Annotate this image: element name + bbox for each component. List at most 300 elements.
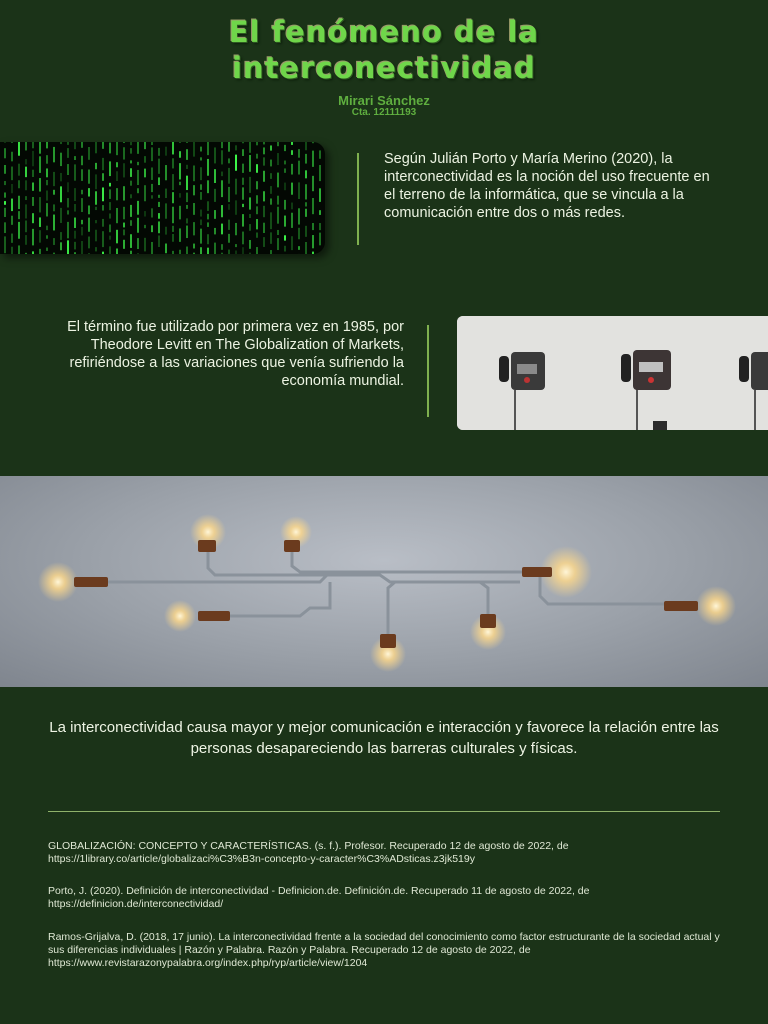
matrix-glyph-streak	[235, 250, 237, 254]
matrix-glyph-streak	[284, 145, 286, 151]
matrix-code-graphic	[0, 142, 325, 254]
matrix-glyph-streak	[270, 186, 272, 194]
matrix-glyph-streak	[319, 223, 321, 230]
matrix-glyph-streak	[25, 253, 27, 254]
matrix-glyph-streak	[312, 223, 314, 230]
matrix-glyph-streak	[235, 179, 237, 195]
matrix-glyph-streak	[214, 147, 216, 163]
matrix-glyph-streak	[74, 156, 76, 160]
matrix-glyph-streak	[186, 193, 188, 203]
matrix-glyph-streak	[319, 233, 321, 246]
matrix-glyph-streak	[81, 156, 83, 166]
matrix-glyph-streak	[25, 159, 27, 164]
matrix-glyph-streak	[221, 180, 223, 197]
matrix-glyph-streak	[228, 142, 230, 152]
matrix-glyph-streak	[179, 151, 181, 158]
matrix-glyph-streak	[165, 203, 167, 218]
matrix-glyph-streak	[235, 244, 237, 247]
matrix-glyph-streak	[263, 142, 265, 144]
matrix-glyph-streak	[305, 170, 307, 178]
matrix-glyph-streak	[312, 176, 314, 191]
matrix-glyph-streak	[46, 155, 48, 164]
matrix-glyph-streak	[81, 241, 83, 254]
divider-line-1	[357, 153, 359, 245]
matrix-glyph-streak	[18, 211, 20, 219]
matrix-glyph-streak	[305, 142, 307, 150]
matrix-glyph-streak	[81, 220, 83, 224]
matrix-glyph-streak	[242, 178, 244, 185]
matrix-glyph-streak	[109, 213, 111, 218]
divider-line-2	[427, 325, 429, 417]
matrix-glyph-streak	[270, 173, 272, 179]
matrix-glyph-streak	[284, 246, 286, 252]
matrix-glyph-streak	[270, 198, 272, 204]
matrix-glyph-streak	[305, 209, 307, 217]
matrix-glyph-streak	[144, 211, 146, 216]
matrix-glyph-streak	[39, 178, 41, 192]
matrix-glyph-streak	[186, 218, 188, 223]
matrix-glyph-streak	[67, 222, 69, 238]
matrix-glyph-streak	[60, 173, 62, 181]
matrix-glyph-streak	[130, 251, 132, 254]
matrix-glyph-streak	[67, 148, 69, 158]
matrix-glyph-streak	[193, 165, 195, 181]
matrix-glyph-streak	[88, 218, 90, 232]
matrix-glyph-streak	[228, 204, 230, 210]
matrix-glyph-streak	[46, 226, 48, 230]
matrix-glyph-streak	[11, 247, 13, 254]
matrix-glyph-streak	[235, 223, 237, 235]
matrix-glyph-streak	[46, 168, 48, 177]
matrix-glyph-streak	[95, 163, 97, 169]
matrix-glyph-streak	[228, 234, 230, 243]
matrix-glyph-streak	[221, 244, 223, 250]
matrix-glyph-streak	[102, 187, 104, 201]
matrix-glyph-streak	[172, 234, 174, 242]
matrix-glyph-streak	[130, 205, 132, 217]
matrix-glyph-streak	[102, 219, 104, 227]
matrix-glyph-streak	[18, 196, 20, 209]
matrix-glyph-streak	[109, 224, 111, 232]
matrix-glyph-streak	[256, 219, 258, 229]
matrix-glyph-streak	[60, 232, 62, 240]
matrix-glyph-streak	[319, 165, 321, 181]
matrix-glyph-streak	[88, 253, 90, 254]
matrix-glyph-streak	[200, 192, 202, 200]
matrix-glyph-streak	[207, 248, 209, 254]
matrix-glyph-streak	[151, 184, 153, 192]
matrix-glyph-streak	[200, 167, 202, 180]
matrix-glyph-streak	[88, 188, 90, 196]
matrix-glyph-streak	[270, 232, 272, 243]
matrix-glyph-streak	[158, 202, 160, 207]
matrix-glyph-streak	[109, 161, 111, 176]
matrix-glyph-streak	[277, 196, 279, 205]
matrix-glyph-streak	[109, 183, 111, 187]
matrix-glyph-streak	[18, 222, 20, 239]
matrix-glyph-streak	[263, 223, 265, 233]
matrix-glyph-streak	[60, 186, 62, 202]
matrix-glyph-streak	[235, 200, 237, 214]
connected-ceiling-lamps-photo	[0, 476, 768, 687]
origin-paragraph: El término fue utilizado por primera vez en 1985, por Theodore Levitt en The Globalization of Markets, refiriéndose a las variaciones que venía sufriendo la economía mundial.	[67, 319, 404, 389]
matrix-glyph-streak	[130, 168, 132, 177]
matrix-glyph-streak	[151, 167, 153, 179]
matrix-glyph-streak	[228, 220, 230, 230]
matrix-glyph-streak	[263, 191, 265, 201]
matrix-glyph-streak	[4, 142, 6, 143]
matrix-glyph-streak	[123, 142, 125, 143]
matrix-glyph-streak	[25, 167, 27, 178]
matrix-glyph-streak	[151, 142, 153, 145]
reference-item: Porto, J. (2020). Definición de interconectividad - Definicion.de. Definición.de. Recuperado 11 de agosto de 2022, de https://definicion.de/interconectividad/	[48, 885, 590, 910]
title-line-2: interconectividad	[232, 51, 536, 85]
matrix-glyph-streak	[25, 142, 27, 150]
matrix-glyph-streak	[165, 165, 167, 180]
matrix-glyph-streak	[32, 170, 34, 177]
matrix-glyph-streak	[298, 149, 300, 158]
summary-paragraph: La interconectividad causa mayor y mejor comunicación e interacción y favorece la relación entre las personas desapareciendo las barreras culturales y físicas.	[49, 719, 719, 757]
matrix-glyph-streak	[25, 220, 27, 232]
matrix-glyph-streak	[60, 242, 62, 250]
matrix-glyph-streak	[102, 158, 104, 170]
matrix-glyph-streak	[277, 153, 279, 165]
matrix-glyph-streak	[214, 169, 216, 183]
matrix-glyph-streak	[95, 174, 97, 189]
matrix-glyph-streak	[116, 230, 118, 244]
matrix-glyph-streak	[270, 250, 272, 254]
matrix-glyph-streak	[200, 157, 202, 160]
matrix-glyph-streak	[214, 228, 216, 234]
matrix-glyph-streak	[214, 243, 216, 254]
matrix-glyph-streak	[123, 240, 125, 249]
matrix-glyph-streak	[172, 207, 174, 223]
matrix-glyph-streak	[186, 205, 188, 209]
matrix-glyph-streak	[291, 150, 293, 155]
matrix-glyph-streak	[25, 196, 27, 200]
matrix-glyph-streak	[165, 189, 167, 198]
matrix-glyph-streak	[249, 240, 251, 249]
matrix-glyph-streak	[172, 142, 174, 154]
matrix-glyph-streak	[60, 142, 62, 144]
matrix-glyph-streak	[137, 218, 139, 233]
lamps-graphic	[0, 476, 768, 687]
matrix-glyph-streak	[221, 205, 223, 217]
matrix-glyph-streak	[277, 238, 279, 250]
matrix-glyph-streak	[165, 147, 167, 156]
matrix-glyph-streak	[74, 204, 76, 212]
matrix-glyph-streak	[32, 197, 34, 206]
matrix-glyph-streak	[207, 222, 209, 227]
matrix-glyph-streak	[11, 234, 13, 243]
matrix-glyph-streak	[151, 225, 153, 232]
matrix-glyph-streak	[270, 212, 272, 229]
matrix-glyph-streak	[186, 165, 188, 169]
matrix-glyph-streak	[235, 155, 237, 171]
matrix-glyph-streak	[242, 232, 244, 245]
matrix-glyph-streak	[116, 171, 118, 181]
matrix-glyph-streak	[123, 207, 125, 219]
matrix-glyph-streak	[144, 169, 146, 178]
matrix-glyph-streak	[144, 185, 146, 201]
matrix-glyph-streak	[221, 172, 223, 177]
matrix-glyph-streak	[137, 188, 139, 193]
matrix-glyph-streak	[284, 216, 286, 227]
matrix-glyph-streak	[242, 204, 244, 207]
matrix-glyph-streak	[81, 142, 83, 148]
matrix-glyph-streak	[249, 224, 251, 231]
matrix-glyph-streak	[207, 159, 209, 176]
matrix-glyph-streak	[200, 147, 202, 152]
matrix-glyph-streak	[144, 156, 146, 163]
matrix-glyph-streak	[11, 167, 13, 181]
matrix-glyph-streak	[144, 225, 146, 228]
matrix-glyph-streak	[123, 223, 125, 228]
matrix-glyph-streak	[228, 168, 230, 184]
matrix-glyph-streak	[4, 201, 6, 205]
matrix-glyph-streak	[158, 213, 160, 219]
matrix-glyph-streak	[256, 206, 258, 214]
matrix-glyph-streak	[228, 158, 230, 163]
matrix-glyph-streak	[221, 142, 223, 148]
matrix-glyph-streak	[32, 229, 34, 246]
matrix-glyph-streak	[25, 180, 27, 190]
matrix-glyph-streak	[263, 237, 265, 247]
matrix-glyph-streak	[291, 203, 293, 210]
matrix-glyph-streak	[102, 173, 104, 181]
matrix-glyph-streak	[256, 154, 258, 159]
matrix-glyph-streak	[270, 145, 272, 150]
matrix-glyph-streak	[39, 142, 41, 154]
wall-telephones-photo	[457, 316, 768, 430]
matrix-glyph-streak	[53, 172, 55, 186]
page-title	[0, 14, 768, 86]
definition-paragraph: Según Julián Porto y María Merino (2020), la interconectividad es la noción del uso frecuente en el terreno de la informática, que se vincula a la comunicación entre dos o más redes.	[384, 151, 710, 221]
matrix-glyph-streak	[74, 142, 76, 149]
matrix-glyph-streak	[256, 164, 258, 173]
matrix-glyph-streak	[277, 173, 279, 188]
matrix-glyph-streak	[256, 232, 258, 237]
matrix-glyph-streak	[179, 206, 181, 220]
matrix-glyph-streak	[298, 208, 300, 224]
matrix-glyph-streak	[221, 150, 223, 164]
matrix-glyph-streak	[88, 147, 90, 160]
matrix-glyph-streak	[312, 151, 314, 167]
matrix-glyph-streak	[53, 253, 55, 254]
matrix-glyph-streak	[116, 188, 118, 200]
matrix-glyph-streak	[193, 244, 195, 249]
matrix-glyph-streak	[81, 198, 83, 212]
matrix-glyph-streak	[25, 235, 27, 245]
matrix-glyph-streak	[186, 176, 188, 190]
matrix-glyph-streak	[291, 142, 293, 145]
matrix-glyph-streak	[4, 208, 6, 217]
matrix-glyph-streak	[158, 235, 160, 247]
matrix-glyph-streak	[249, 253, 251, 254]
matrix-glyph-streak	[193, 185, 195, 195]
matrix-glyph-streak	[319, 142, 321, 143]
matrix-glyph-streak	[256, 247, 258, 254]
matrix-glyph-streak	[11, 184, 13, 193]
matrix-glyph-streak	[200, 229, 202, 244]
matrix-glyph-streak	[39, 249, 41, 254]
matrix-glyph-streak	[109, 202, 111, 210]
matrix-glyph-streak	[277, 207, 279, 224]
matrix-glyph-streak	[32, 142, 34, 148]
matrix-glyph-streak	[151, 242, 153, 254]
matrix-glyph-streak	[200, 210, 202, 217]
matrix-glyph-streak	[130, 234, 132, 248]
matrix-glyph-streak	[109, 189, 111, 199]
matrix-glyph-streak	[39, 156, 41, 173]
matrix-glyph-streak	[291, 183, 293, 195]
matrix-glyph-streak	[116, 208, 118, 223]
matrix-glyph-streak	[305, 242, 307, 254]
matrix-glyph-streak	[277, 230, 279, 235]
matrix-glyph-streak	[165, 244, 167, 254]
matrix-glyph-streak	[193, 203, 195, 215]
matrix-glyph-streak	[130, 148, 132, 154]
matrix-glyph-streak	[74, 218, 76, 228]
matrix-glyph-streak	[95, 220, 97, 223]
matrix-glyph-streak	[172, 251, 174, 254]
matrix-glyph-streak	[277, 142, 279, 146]
matrix-glyph-streak	[158, 148, 160, 156]
matrix-glyph-streak	[116, 248, 118, 254]
matrix-glyph-streak	[88, 237, 90, 249]
matrix-glyph-streak	[319, 150, 321, 158]
matrix-glyph-streak	[53, 215, 55, 231]
matrix-glyph-streak	[165, 227, 167, 235]
matrix-glyph-streak	[109, 143, 111, 154]
telephones-graphic	[457, 316, 768, 430]
matrix-glyph-streak	[256, 181, 258, 189]
matrix-glyph-streak	[284, 161, 286, 165]
matrix-glyph-streak	[46, 203, 48, 216]
matrix-glyph-streak	[207, 180, 209, 193]
matrix-glyph-streak	[291, 236, 293, 250]
matrix-glyph-streak	[298, 182, 300, 199]
matrix-glyph-streak	[249, 155, 251, 172]
matrix-glyph-streak	[18, 180, 20, 188]
matrix-glyph-streak	[298, 228, 300, 239]
matrix-glyph-streak	[130, 142, 132, 145]
matrix-glyph-streak	[32, 183, 34, 191]
matrix-glyph-streak	[249, 142, 251, 153]
matrix-glyph-streak	[74, 188, 76, 201]
matrix-glyph-streak	[172, 226, 174, 232]
matrix-glyph-streak	[102, 142, 104, 149]
matrix-glyph-streak	[46, 180, 48, 185]
title-line-1: El fenómeno de la	[228, 15, 540, 49]
matrix-glyph-streak	[74, 252, 76, 254]
matrix-glyph-streak	[130, 194, 132, 198]
matrix-glyph-streak	[228, 187, 230, 202]
matrix-glyph-streak	[319, 188, 321, 202]
matrix-glyph-streak	[137, 162, 139, 165]
matrix-glyph-streak	[186, 226, 188, 239]
matrix-glyph-streak	[270, 160, 272, 167]
matrix-glyph-streak	[312, 142, 314, 143]
matrix-glyph-streak	[151, 147, 153, 161]
matrix-glyph-streak	[242, 142, 244, 143]
matrix-glyph-streak	[39, 197, 41, 212]
matrix-glyph-streak	[242, 214, 244, 226]
matrix-glyph-streak	[242, 164, 244, 173]
matrix-glyph-streak	[263, 206, 265, 217]
matrix-glyph-streak	[102, 252, 104, 254]
matrix-glyph-streak	[130, 181, 132, 186]
matrix-glyph-streak	[284, 168, 286, 172]
matrix-glyph-streak	[305, 202, 307, 206]
matrix-glyph-streak	[46, 248, 48, 251]
matrix-code-image	[0, 142, 325, 254]
matrix-glyph-streak	[67, 142, 69, 145]
matrix-glyph-streak	[221, 253, 223, 254]
matrix-glyph-streak	[144, 238, 146, 252]
matrix-glyph-streak	[193, 142, 195, 157]
matrix-glyph-streak	[53, 238, 55, 245]
author-name: Mirari Sánchez	[338, 93, 430, 108]
matrix-glyph-streak	[81, 169, 83, 181]
matrix-glyph-streak	[60, 153, 62, 166]
matrix-glyph-streak	[263, 157, 265, 165]
matrix-glyph-streak	[207, 234, 209, 244]
matrix-glyph-streak	[4, 181, 6, 185]
matrix-glyph-streak	[67, 164, 69, 175]
matrix-glyph-streak	[88, 170, 90, 184]
matrix-glyph-streak	[298, 246, 300, 250]
matrix-glyph-streak	[298, 161, 300, 175]
matrix-glyph-streak	[88, 205, 90, 214]
reference-item: GLOBALIZACIÓN: CONCEPTO Y CARACTERÍSTICAS. (s. f.). Profesor. Recuperado 12 de agosto de 2022, de https://1library.co/article/globalizaci%C3%B3n-concepto-y-caracter%C3%ADsticas.z3jk519y	[48, 840, 569, 865]
matrix-glyph-streak	[137, 201, 139, 215]
matrix-glyph-streak	[81, 227, 83, 236]
matrix-glyph-streak	[74, 231, 76, 239]
matrix-glyph-streak	[249, 197, 251, 209]
matrix-glyph-streak	[39, 230, 41, 242]
matrix-glyph-streak	[207, 201, 209, 211]
matrix-glyph-streak	[60, 208, 62, 223]
matrix-glyph-streak	[214, 210, 216, 219]
account-number: Cta. 12111193	[351, 107, 417, 118]
matrix-glyph-streak	[305, 184, 307, 199]
matrix-glyph-streak	[228, 250, 230, 254]
matrix-glyph-streak	[179, 250, 181, 254]
matrix-glyph-streak	[95, 142, 97, 153]
matrix-glyph-streak	[53, 190, 55, 195]
matrix-glyph-streak	[53, 204, 55, 211]
matrix-glyph-streak	[263, 147, 265, 154]
matrix-glyph-streak	[284, 235, 286, 240]
matrix-glyph-streak	[18, 142, 20, 156]
matrix-glyph-streak	[207, 142, 209, 155]
matrix-glyph-streak	[151, 208, 153, 217]
matrix-glyph-streak	[179, 163, 181, 179]
matrix-glyph-streak	[4, 165, 6, 174]
matrix-glyph-streak	[11, 152, 13, 162]
matrix-glyph-streak	[193, 222, 195, 235]
matrix-glyph-streak	[158, 177, 160, 185]
matrix-glyph-streak	[172, 158, 174, 168]
matrix-glyph-streak	[53, 147, 55, 162]
matrix-glyph-streak	[137, 238, 139, 249]
matrix-glyph-streak	[123, 147, 125, 159]
matrix-glyph-streak	[242, 187, 244, 199]
matrix-glyph-streak	[32, 251, 34, 254]
matrix-glyph-streak	[207, 214, 209, 220]
matrix-glyph-streak	[305, 226, 307, 237]
